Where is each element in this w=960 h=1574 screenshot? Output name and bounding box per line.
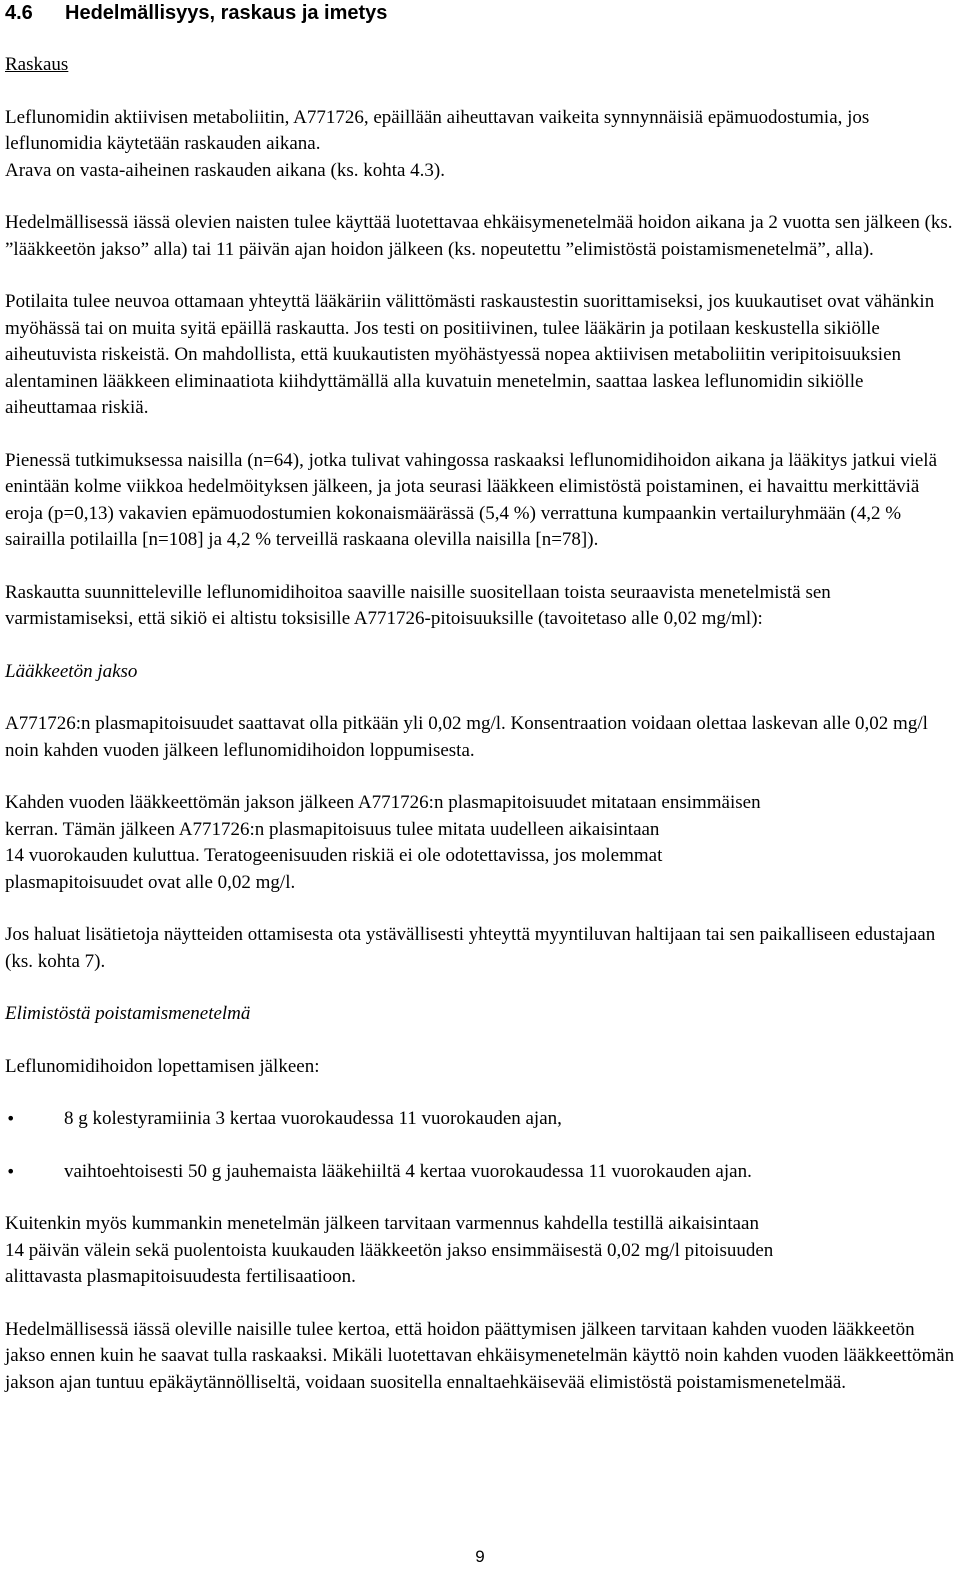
page-number: 9 <box>475 1547 485 1566</box>
bullet-icon: • <box>6 1161 16 1181</box>
paragraph-plasma-levels: A771726:n plasmapitoisuudet saattavat olla pitkään yli 0,02 mg/l. Konsentraation voidaan olettaa laskevan alle 0,02 mg/l noin kahden vuoden jälkeen leflunomidihoidon loppumisesta. <box>5 713 928 761</box>
subheading-elimination-procedure: Elimistöstä poistamismenetelmä <box>5 1003 251 1024</box>
paragraph-planning-pregnancy: Raskautta suunnitteleville leflunomidihoitoa saaville naisille suositellaan toista seuraavista menetelmistä sen varmistamiseksi, että sikiö ei altistu toksisille A771726-pitoisuuksille (tavoitetaso alle 0,02 mg/ml): <box>5 581 831 629</box>
paragraph-contact-info: Jos haluat lisätietoja näytteiden ottamisesta ota ystävällisesti yhteyttä myyntiluvan haltijaan tai sen paikalliseen edustajaan (ks. kohta 7). <box>5 924 936 972</box>
list-item-text: 8 g kolestyramiinia 3 kertaa vuorokaudessa 11 vuorokauden ajan, <box>64 1108 562 1129</box>
paragraph-verification-tests <box>5 1211 955 1291</box>
paragraph-metabolite-malformations: Leflunomidin aktiivisen metaboliitin, A771726, epäillään aiheuttavan vaikeita synnynnäisiä epämuodostumia, jos leflunomidia käytetään raskauden aikana. <box>5 106 870 154</box>
bullet-icon: • <box>6 1109 16 1128</box>
paragraph-two-year-measurement <box>5 790 955 896</box>
section-title: Hedelmällisyys, raskaus ja imetys <box>65 2 388 24</box>
text-line: alittavasta plasmapitoisuudesta fertilisaatioon. <box>5 1266 356 1287</box>
list-item-cholestyramine <box>5 1106 955 1133</box>
subheading-washout-period: Lääkkeetön jakso <box>5 660 138 682</box>
paragraph-fertile-women-advice: Hedelmällisessä iässä oleville naisille tulee kertoa, että hoidon päättymisen jälkeen tarvitaan kahden vuoden lääkkeetön jakso ennen kuin he saavat tulla raskaaksi. Mikäli luotettavan ehkäisymenetelmän käyttö noin kahden vuoden lääkkeettömän jakson ajan tuntuu epäkäytännölliseltä, voidaan suositella ennaltaehkäisevää elimistöstä poistamismenetelmää. <box>5 1318 955 1393</box>
document-page <box>5 0 955 1396</box>
text-line: Kuitenkin myös kummankin menetelmän jälkeen tarvitaan varmennus kahdella testillä aikaisintaan <box>5 1213 759 1234</box>
section-heading <box>5 0 955 26</box>
text-line: plasmapitoisuudet ovat alle 0,02 mg/l. <box>5 871 296 893</box>
text-line: 14 vuorokauden kuluttua. Teratogeenisuuden riskiä ei ole odotettavissa, jos molemmat <box>5 845 663 866</box>
text-line: 14 päivän välein sekä puolentoista kuukauden lääkkeetön jakso ensimmäisestä 0,02 mg/l pitoisuuden <box>5 1239 774 1261</box>
text-line: Kahden vuoden lääkkeettömän jakson jälkeen A771726:n plasmapitoisuudet mitataan ensimmäisen <box>5 792 761 813</box>
paragraph-pregnancy-test: Potilaita tulee neuvoa ottamaan yhteyttä lääkäriin välittömästi raskaustestin suorittamiseksi, jos kuukautiset ovat vähänkin myöhässä tai on muita syitä epäillä raskautta. Jos testi on positiivinen, tulee lääkärin ja potilaan keskustella sikiölle aiheutuvista riskeistä. On mahdollista, että kuukautisten myöhästyessä nopea aktiivisen metaboliitin veripitoisuuksien alentaminen lääkkeen eliminaatiota kiihdyttämällä alla kuvatuin menetelmin, saattaa laskea leflunomidin sikiölle aiheuttamaa riskiä. <box>5 291 935 418</box>
list-item-text: vaihtoehtoisesti 50 g jauhemaista lääkehiiltä 4 kertaa vuorokaudessa 11 vuorokauden ajan. <box>64 1160 752 1182</box>
paragraph-contraception: Hedelmällisessä iässä olevien naisten tulee käyttää luotettavaa ehkäisymenetelmää hoidon aikana ja 2 vuotta sen jälkeen (ks. ”lääkkeetön jakso” alla) tai 11 päivän ajan hoidon jälkeen (ks. nopeutettu ”elimistöstä poistamismenetelmä”, alla). <box>5 212 953 260</box>
paragraph-small-study: Pienessä tutkimuksessa naisilla (n=64), jotka tulivat vahingossa raskaaksi leflunomidihoidon aikana ja lääkitys jatkui vielä enintään kolme viikkoa hedelmöityksen jälkeen, ja jota seurasi lääkkeen elimistöstä poistaminen, ei havaittu merkittäviä eroja (p=0,13) vakavien epämuodostumien kokonaismäärässä (5,4 %) verrattuna kumpaankin vertailuryhmään (4,2 % sairailla potilailla [n=108] ja 4,2 % terveillä raskaana olevilla naisilla [n=78]). <box>5 449 938 550</box>
subheading-pregnancy: Raskaus <box>5 54 69 75</box>
section-number: 4.6 <box>5 2 33 24</box>
elimination-options-list <box>5 1106 955 1185</box>
paragraph-contraindication: Arava on vasta-aiheinen raskauden aikana (ks. kohta 4.3). <box>5 159 445 181</box>
paragraph-after-discontinuation: Leflunomidihoidon lopettamisen jälkeen: <box>5 1055 320 1077</box>
text-line: kerran. Tämän jälkeen A771726:n plasmapitoisuus tulee mitata uudelleen aikaisintaan <box>5 818 660 840</box>
list-item-activated-charcoal <box>5 1159 955 1186</box>
